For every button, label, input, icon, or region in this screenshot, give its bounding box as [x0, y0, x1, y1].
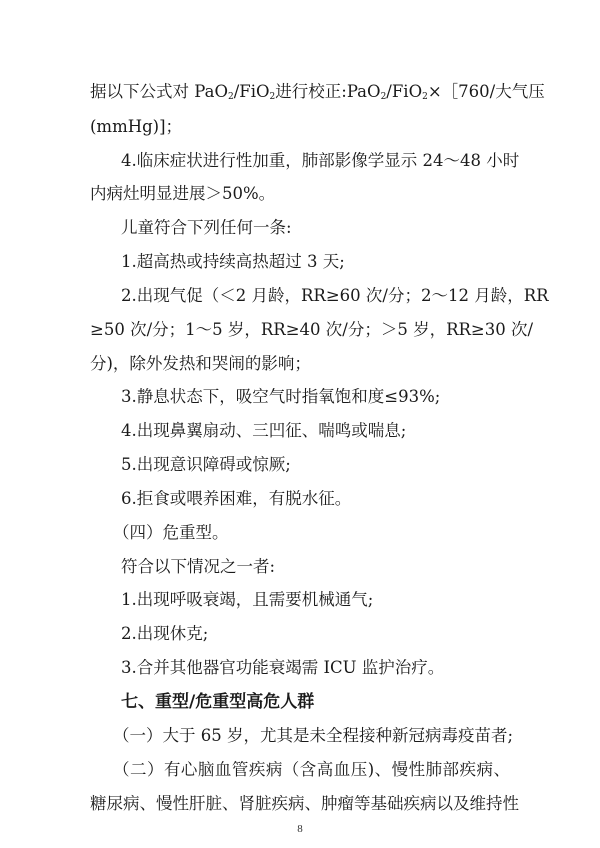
subscript: 2 — [380, 92, 387, 102]
critical-item-2: 2.出现休克; — [121, 624, 209, 643]
child-item-5: 5.出现意识障碍或惊厥; — [121, 455, 291, 474]
child-item-2-line2: ≥50 次/分；1～5 岁，RR≥40 次/分；＞5 岁，RR≥30 次/ — [90, 320, 534, 339]
formula-text: /FiO — [386, 82, 423, 101]
subscript: 2 — [227, 92, 234, 102]
child-item-3: 3.静息状态下，吸空气时指氧饱和度≤93%; — [121, 387, 441, 406]
children-intro: 儿童符合下列任何一条: — [121, 218, 292, 237]
formula-text: /FiO — [233, 82, 270, 101]
critical-item-3: 3.合并其他器官功能衰竭需 ICU 监护治疗。 — [121, 658, 445, 677]
child-item-2-line3: 分)，除外发热和哭闹的影响； — [90, 354, 311, 373]
risk-item-2-line1: （二）有心脑血管疾病（含高血压)、慢性肺部疾病、 — [113, 760, 510, 779]
critical-item-1: 1.出现呼吸衰竭，且需要机械通气; — [121, 590, 374, 609]
subscript: 2 — [422, 92, 428, 102]
child-item-2-line1: 2.出现气促（＜2 月龄，RR≥60 次/分；2～12 月龄，RR — [121, 286, 549, 305]
page-number: 8 — [297, 823, 303, 835]
formula-text-post: ×［760/大气压 — [427, 82, 545, 101]
child-item-4: 4.出现鼻翼扇动、三凹征、喘鸣或喘息; — [121, 421, 407, 440]
item4-line1: 4.临床症状进行性加重，肺部影像学显示 24～48 小时 — [121, 151, 520, 170]
child-item-6: 6.拒食或喂养困难，有脱水征。 — [121, 489, 352, 508]
subscript: 2 — [269, 92, 276, 102]
risk-item-2-line2: 糖尿病、慢性肝脏、肾脏疾病、肿瘤等基础疾病以及维持性 — [90, 794, 519, 813]
formula-line — [90, 80, 545, 104]
formula-continuation: (mmHg)]； — [90, 117, 183, 136]
formula-text-pre: 据以下公式对 PaO — [90, 82, 228, 101]
formula-text: 进行校正:PaO — [275, 82, 381, 101]
section-7-heading: 七、重型/危重型高危人群 — [121, 692, 315, 712]
critical-heading: （四）危重型。 — [113, 523, 229, 542]
risk-item-1: （一）大于 65 岁，尤其是未全程接种新冠病毒疫苗者; — [113, 726, 514, 745]
item4-line2: 内病灶明显进展＞50%。 — [90, 184, 276, 203]
critical-intro: 符合以下情况之一者: — [121, 557, 276, 576]
child-item-1: 1.超高热或持续高热超过 3 天; — [121, 252, 345, 271]
